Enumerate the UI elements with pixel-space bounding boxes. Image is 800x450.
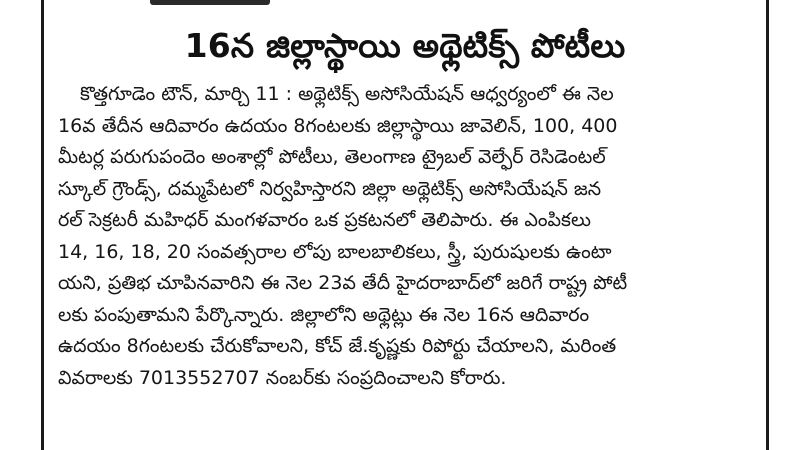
article-line: 16వ తేదీన ఆదివారం ఉదయం 8గంటలకు జిల్లాస్థాయి జావెలిన్, 100, 400 [58, 114, 618, 137]
article-line: కొత్తగూడెం టౌన్, మార్చి 11 : అథ్లెటిక్స్ అసోసియేషన్ ఆధ్వర్యంలో ఈ నెల [80, 83, 614, 105]
column-rule-left [41, 0, 44, 450]
article-body [58, 79, 758, 394]
article-line: లకు పంపుతామని పేర్కొన్నారు. జిల్లాలోని అథ్లెట్లు ఈ నెల 16న ఆదివారం [58, 303, 590, 326]
column-rule-right [766, 0, 769, 450]
article-line: 14, 16, 18, 20 సంవత్సరాల లోపు బాలబాలికలు, స్త్రీ, పురుషులకు ఉంటా [58, 240, 612, 263]
article-line: స్కూల్ గ్రౌండ్స్, దమ్మపేటలో నిర్వహిస్తారని జిల్లా అథ్లెటిక్స్ అసోసియేషన్ జన [58, 177, 602, 200]
article-line: మీటర్ల పరుగుపందెం అంశాల్లో పోటీలు, తెలంగాణ ట్రైబల్ వెల్ఫేర్ రెసిడెంటల్ [58, 146, 606, 168]
article-headline: 16న జిల్లాస్థాయి అథ్లెటిక్స్ పోటీలు [184, 26, 626, 65]
article-line: రల్ సెక్రటరీ మహిధర్ మంగళవారం ఒక ప్రకటనలో తెలిపారు. ఈ ఎంపికలు [58, 209, 592, 231]
article-line: యని, ప్రతిభ చూపినవారిని ఈ నెల 23వ తేదీ హైదరాబాద్‌లో జరిగే రాష్ట్ర పోటీ [58, 272, 628, 294]
article-line: వివరాలకు 7013552707 నంబర్‌కు సంప్రదించాలని కోరారు. [58, 366, 507, 389]
clipping-top-edge [150, 0, 270, 5]
article-line: ఉదయం 8గంటలకు చేరుకోవాలని, కోచ్ జే.కృష్ణకు రిపోర్టు చేయాలని, మరింత [58, 335, 617, 357]
